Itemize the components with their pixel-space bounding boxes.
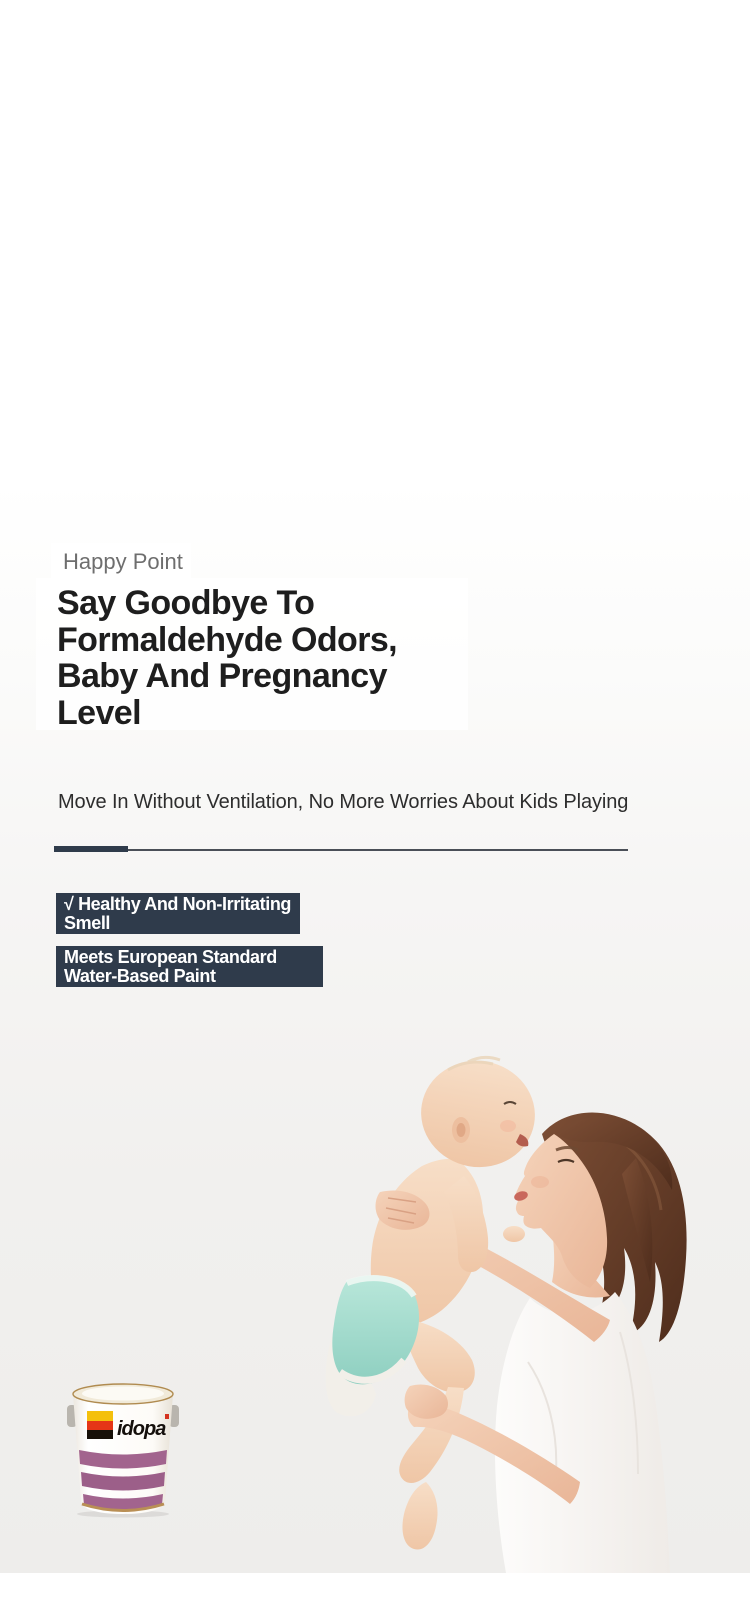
subheadline: Move In Without Ventilation, No More Worries About Kids Playing (58, 791, 629, 813)
benefit-badge-line: √ Healthy And Non-Irritating (64, 894, 292, 914)
brand-accent-dot (165, 1414, 169, 1419)
paint-can (66, 1380, 180, 1518)
eyebrow-label: Happy Point (63, 549, 183, 574)
baby-foot (402, 1482, 437, 1550)
mother-kissing-baby-photo (318, 1030, 700, 1573)
baby-blush (500, 1120, 516, 1132)
brand-logo (87, 1411, 113, 1439)
mother-blush (531, 1176, 549, 1188)
page-title-line: Level (57, 693, 141, 732)
benefit-badge-healthy (56, 893, 300, 934)
baby-hand (503, 1226, 525, 1242)
brand-name: idopa (117, 1418, 166, 1440)
page-title-line: Formaldehyde Odors, (57, 620, 398, 659)
divider-accent (54, 846, 128, 852)
benefit-badge-standard (56, 946, 323, 987)
baby-head (413, 1052, 544, 1176)
divider-line (55, 849, 628, 851)
benefit-badge-line: Water-Based Paint (64, 966, 216, 986)
mother-tank-top (495, 1292, 670, 1573)
page-title-line: Say Goodbye To (57, 584, 315, 622)
page-title-line: Baby And Pregnancy (57, 657, 387, 695)
baby-ear-inner (457, 1123, 466, 1137)
benefit-badge-line: Smell (64, 913, 111, 933)
can-lid-inner (82, 1387, 164, 1401)
page-title (57, 585, 397, 731)
benefit-badge-line: Meets European Standard (64, 947, 277, 967)
baby-diaper (332, 1276, 419, 1385)
bottom-white-strip (0, 1573, 750, 1600)
